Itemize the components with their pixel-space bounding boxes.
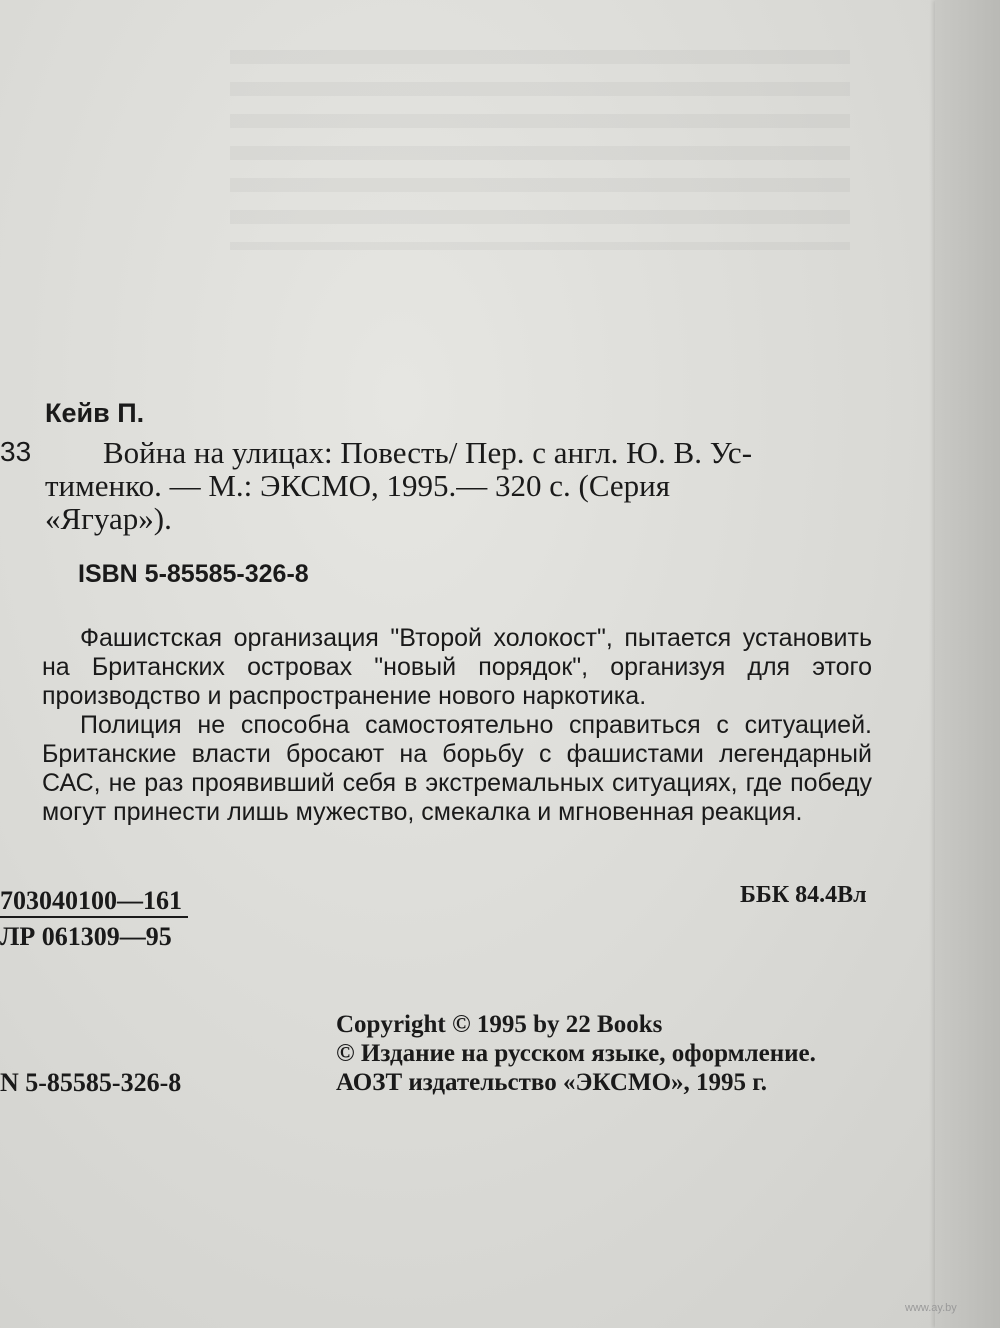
description-line-3: «Ягуар»).	[45, 501, 172, 536]
catalog-code-left: 33	[0, 436, 32, 467]
copyright-line-2: © Издание на русском языке, оформление.	[336, 1040, 816, 1067]
isbn-bottom: N 5-85585-326-8	[0, 1068, 182, 1097]
isbn: ISBN 5-85585-326-8	[78, 560, 309, 588]
bleed-through-text	[230, 50, 850, 250]
annotation-paragraph-1: Фашистская организация "Второй холокост", пытается установить на Британских островах "новый порядок", организуя для этого производство и распространение нового наркотика.	[42, 624, 872, 710]
copyright-line-1: Copyright © 1995 by 22 Books	[336, 1011, 663, 1038]
description-line-2: тименко. — М.: ЭКСМО, 1995.— 320 с. (Серия	[45, 468, 671, 503]
bibliographic-description	[45, 436, 865, 535]
catalog-code-1: 703040100—161	[0, 886, 188, 918]
author-name: Кейв П.	[45, 398, 145, 428]
annotation-paragraph-2: Полиция не способна самостоятельно справиться с ситуацией. Британские власти бросают на борьбу с фашистами легендарный САС, не раз проявивший себя в экстремальных ситуациях, где победу могут принести лишь мужество, смекалка и мгновенная реакция.	[42, 711, 872, 826]
description-line-1: Война на улицах: Повесть/ Пер. с англ. Ю. В. Ус-	[103, 435, 753, 470]
copyright-line-3: АОЗТ издательство «ЭКСМО», 1995 г.	[336, 1069, 768, 1096]
next-page-edge	[935, 0, 1000, 1328]
watermark: www.ay.by	[905, 1302, 957, 1314]
copyright-block	[336, 1010, 816, 1097]
bbk-code: ББК 84.4Вл	[740, 882, 867, 908]
catalog-code-2: ЛР 061309—95	[0, 922, 172, 951]
annotation	[42, 624, 872, 827]
